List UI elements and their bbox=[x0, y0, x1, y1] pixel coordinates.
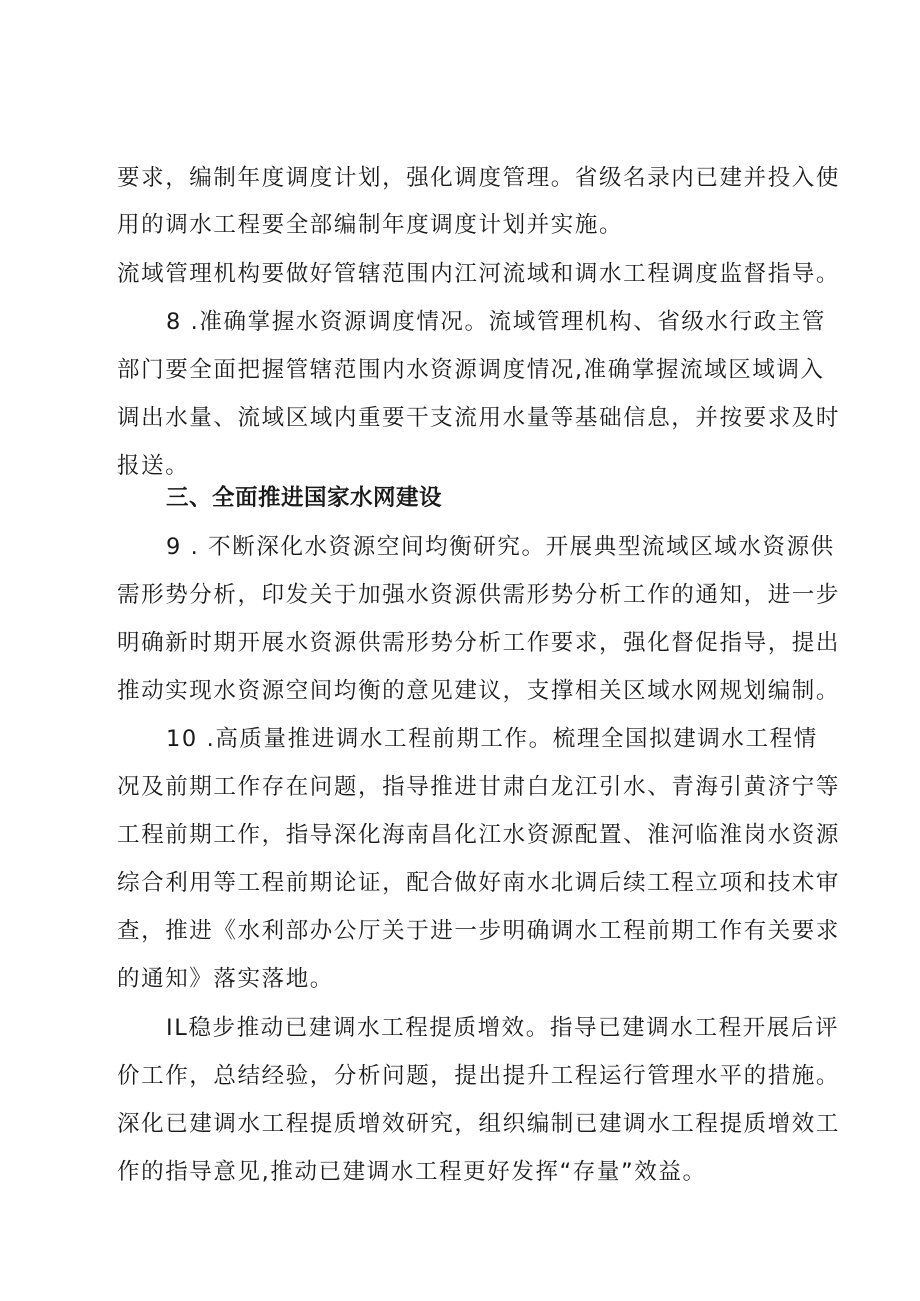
body-text-line: 用的调水工程要全部编制年度调度计划并实施。 bbox=[117, 212, 624, 238]
body-text-line: 调出水量、流域区域内重要干支流用水量等基础信息，并按要求及时 bbox=[117, 405, 841, 431]
section-item-10-title: 10 .高质量推进调水工程前期工作。梳理全国拟建调水工程情 bbox=[166, 726, 818, 752]
body-text-line: 流域管理机构要做好管辖范围内江河流域和调水工程调度监督指导。 bbox=[117, 261, 841, 287]
body-text-line: 综合利用等工程前期论证，配合做好南水北调后续工程立项和技术审 bbox=[117, 870, 841, 896]
body-text-line: 推动实现水资源空间均衡的意见建议，支撑相关区域水网规划编制。 bbox=[117, 678, 841, 704]
body-text-line: 的通知》落实落地。 bbox=[117, 966, 334, 992]
body-text-line: 工程前期工作，指导深化海南昌化江水资源配置、淮河临淮岗水资源 bbox=[117, 822, 841, 848]
section-item-9-title: 9 . 不断深化水资源空间均衡研究。开展典型流域区域水资源供 bbox=[166, 534, 835, 560]
body-text-line: 明确新时期开展水资源供需形势分析工作要求，强化督促指导，提出 bbox=[117, 630, 841, 656]
body-text-line: 作的指导意见,推动已建调水工程更好发挥“存量”效益。 bbox=[117, 1159, 707, 1185]
body-text-line: 需形势分析，印发关于加强水资源供需形势分析工作的通知，进一步 bbox=[117, 582, 841, 608]
body-text-line: 报送。 bbox=[117, 453, 190, 479]
body-text-line: 深化已建调水工程提质增效研究，组织编制已建调水工程提质增效工 bbox=[117, 1111, 841, 1137]
body-text-line: 价工作，总结经验，分析问题，提出提升工程运行管理水平的措施。 bbox=[117, 1063, 841, 1089]
body-text-line: 部门要全面把握管辖范围内水资源调度情况,准确掌握流域区域调入 bbox=[117, 357, 825, 383]
section-heading: 三、全面推进国家水网建设 bbox=[166, 485, 443, 511]
body-text-line: 要求，编制年度调度计划，强化调度管理。省级名录内已建并投入使 bbox=[117, 165, 841, 191]
section-item-11-title: IL稳步推动已建调水工程提质增效。指导已建调水工程开展后评 bbox=[166, 1015, 840, 1041]
section-item-8-title: 8 .准确掌握水资源调度情况。流域管理机构、省级水行政主管 bbox=[166, 309, 827, 335]
body-text-line: 查，推进《水利部办公厅关于进一步明确调水工程前期工作有关要求 bbox=[117, 918, 841, 944]
body-text-line: 况及前期工作存在问题，指导推进甘肃白龙江引水、青海引黄济宁等 bbox=[117, 774, 841, 800]
